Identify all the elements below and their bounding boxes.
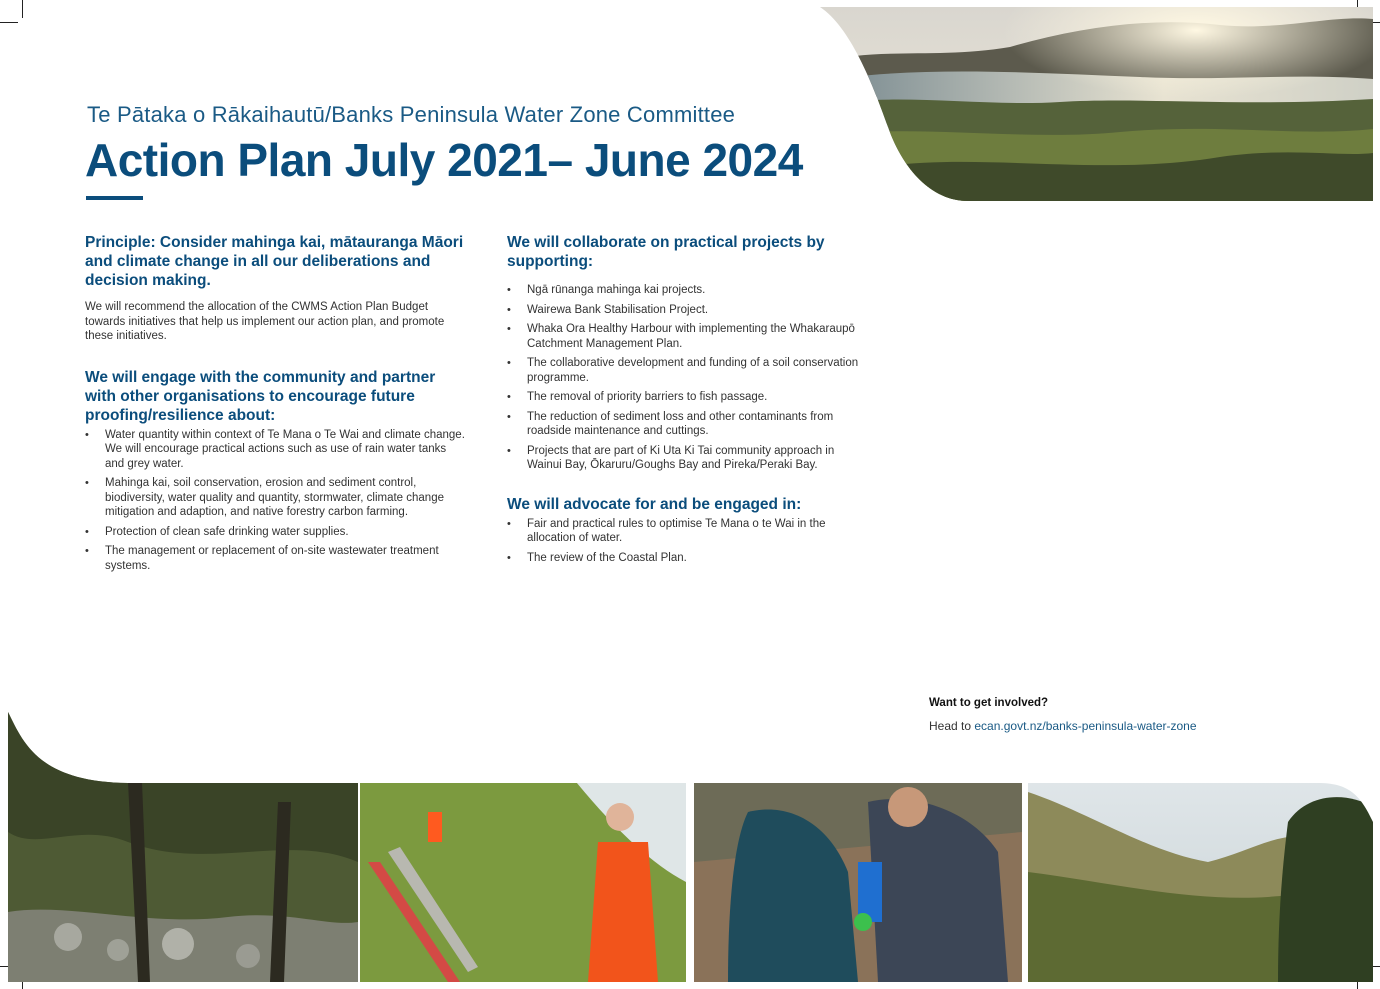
advocate-list [507, 517, 872, 566]
title-underline [86, 196, 143, 200]
collaborate-list [507, 283, 872, 473]
cta-link[interactable]: ecan.govt.nz/banks-peninsula-water-zone [974, 719, 1197, 733]
cta-prefix: Head to [929, 719, 972, 733]
list-item: • The reduction of sediment loss and other contaminants from roadside maintenance and cuttings. [507, 410, 872, 439]
engage-list [85, 428, 465, 574]
hero-landscape-photo [820, 7, 1373, 201]
list-item: • Wairewa Bank Stabilisation Project. [507, 303, 872, 318]
page-title: Action Plan July 2021– June 2024 [85, 134, 803, 186]
collaborate-heading: We will collaborate on practical projects by supporting: [507, 234, 825, 270]
list-item: • Projects that are part of Ki Uta Ki Tai community approach in Wainui Bay, Ōkaruru/Goughs Bay and Pireka/Peraki Bay. [507, 444, 872, 473]
middle-column [507, 233, 872, 570]
list-item: • The removal of priority barriers to fish passage. [507, 390, 872, 405]
principle-text: We will recommend the allocation of the CWMS Action Plan Budget towards initiatives that help us implement our action plan, and promote these initiatives. [85, 301, 445, 342]
crop-mark [0, 22, 18, 23]
crop-mark [22, 0, 23, 18]
page-subtitle: Te Pātaka o Rākaihautū/Banks Peninsula Water Zone Committee [87, 102, 736, 127]
stream-forest-photo [8, 712, 358, 982]
list-item: • Whaka Ora Healthy Harbour with implementing the Whakaraupō Catchment Management Plan. [507, 322, 872, 351]
list-item: • The review of the Coastal Plan. [507, 551, 872, 566]
left-column [85, 233, 465, 578]
list-item: • Fair and practical rules to optimise Te Mana o te Wai in the allocation of water. [507, 517, 872, 546]
list-item: • The management or replacement of on-site wastewater treatment systems. [85, 544, 465, 573]
advocate-heading: We will advocate for and be engaged in: [507, 495, 802, 513]
list-item: • Mahinga kai, soil conservation, erosion and sediment control, biodiversity, water quality and quantity, stormwater, climate change mitigation and adaption, and native forestry carbon farming. [85, 476, 465, 520]
engage-heading: We will engage with the community and partner with other organisations to encourage future proofing/resilience about: [85, 368, 436, 424]
principle-heading: Principle: Consider mahinga kai, mātauranga Māori and climate change in all our deliberations and decision making. [85, 234, 464, 289]
cta-heading: Want to get involved? [929, 697, 1049, 709]
list-item: • Protection of clean safe drinking water supplies. [85, 525, 465, 540]
valley-photo [1028, 712, 1373, 982]
list-item: • Ngā rūnanga mahinga kai projects. [507, 283, 872, 298]
planting-photo [694, 712, 1022, 982]
bottom-photo-strip [8, 712, 1373, 982]
hillside-workers-photo [360, 712, 686, 982]
list-item: • Water quantity within context of Te Mana o Te Wai and climate change. We will encourage practical actions such as use of rain water tanks and grey water. [85, 428, 465, 472]
list-item: • The collaborative development and funding of a soil conservation programme. [507, 356, 872, 385]
